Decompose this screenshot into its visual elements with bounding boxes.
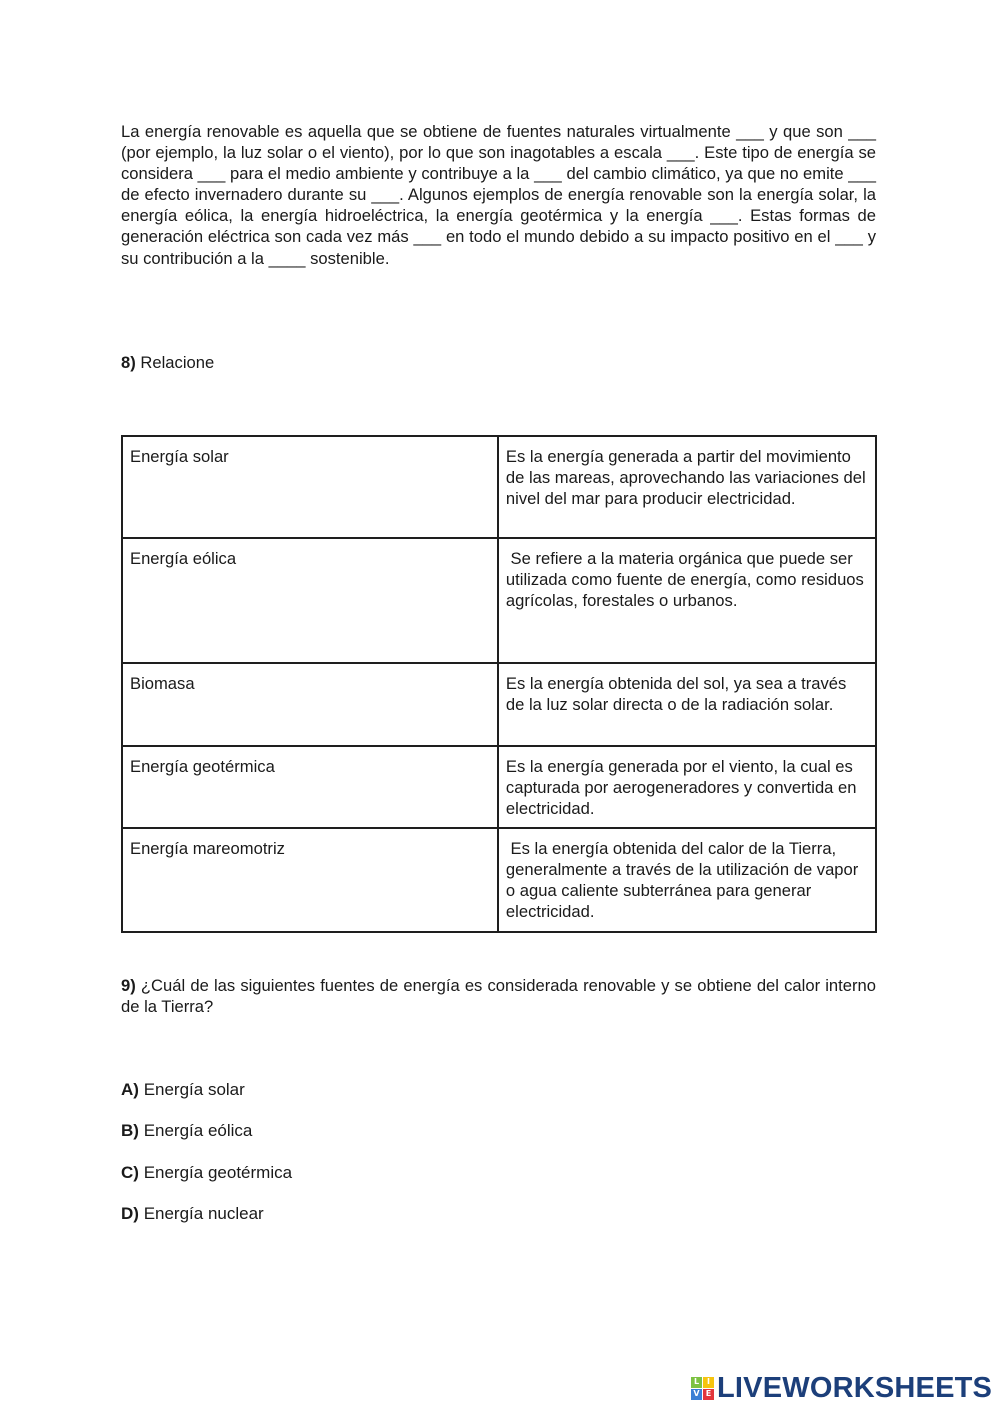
definition-cell: Es la energía obtenida del sol, ya sea a través de la luz solar directa o de la radiación solar. [498, 663, 876, 746]
question-number: 9) [121, 976, 136, 995]
table-row [122, 746, 876, 828]
option-letter: A) [121, 1080, 139, 1099]
table-row [122, 538, 876, 663]
option-label: Energía nuclear [143, 1203, 264, 1223]
table-row [122, 828, 876, 932]
table-row [122, 436, 876, 538]
logo-tile-e: E [703, 1389, 714, 1400]
option-label: Energía eólica [143, 1121, 253, 1141]
option-label: Energía solar [143, 1080, 245, 1099]
option-label: Energía geotérmica [143, 1162, 293, 1182]
definition-cell: Se refiere a la materia orgánica que puede ser utilizada como fuente de energía, como residuos agrícolas, forestales o urbanos. [498, 538, 876, 663]
term-cell: Energía eólica [122, 538, 498, 663]
matching-table [121, 435, 877, 933]
logo-text: LIVEWORKSHEETS [717, 1371, 993, 1404]
option-a [121, 1079, 292, 1120]
option-letter: D) [121, 1203, 139, 1223]
option-b [121, 1120, 292, 1161]
logo-tile-l: L [691, 1377, 702, 1388]
term-cell: Biomasa [122, 663, 498, 746]
definition-cell: Es la energía generada por el viento, la cual es capturada por aerogeneradores y convertida en electricidad. [498, 746, 876, 828]
question-text: ¿Cuál de las siguientes fuentes de energía es considerada renovable y se obtiene del calor interno de la Tierra? [121, 976, 876, 1016]
option-c [121, 1162, 292, 1203]
question-9-heading [121, 975, 876, 1017]
table-row [122, 663, 876, 746]
definition-cell: Es la energía generada a partir del movimiento de las mareas, aprovechando las variaciones del nivel del mar para producir electricidad. [498, 436, 876, 538]
logo-tiles-icon [691, 1377, 714, 1400]
term-cell: Energía solar [122, 436, 498, 538]
logo-tile-v: V [691, 1389, 702, 1400]
question-number: 8) [121, 353, 136, 372]
option-letter: B) [121, 1121, 139, 1141]
liveworksheets-logo [691, 1371, 993, 1404]
term-cell: Energía mareomotriz [122, 828, 498, 932]
definition-cell: Es la energía obtenida del calor de la Tierra, generalmente a través de la utilización de vapor o agua caliente subterránea para generar electricidad. [498, 828, 876, 932]
question-8-heading [121, 352, 214, 373]
term-cell: Energía geotérmica [122, 746, 498, 828]
fill-in-paragraph: La energía renovable es aquella que se obtiene de fuentes naturales virtualmente ___ y que son ___ (por ejemplo, la luz solar o el viento), por lo que son inagotables a escala ___. Este tipo de energía se considera ___ para el medio ambiente y contribuye a la ___ del cambio climático, ya que no emite ___ de efecto invernadero durante su ___. Algunos ejemplos de energía renovable son la energía solar, la energía eólica, la energía hidroeléctrica, la energía geotérmica y la energía ___. Estas formas de generación eléctrica son cada vez más ___ en todo el mundo debido a su impacto positivo en el ___ y su contribución a la ____ sostenible. [121, 122, 876, 268]
logo-tile-i: I [703, 1377, 714, 1388]
answer-options [121, 1079, 292, 1244]
question-title: Relacione [140, 353, 215, 372]
option-d [121, 1203, 292, 1244]
option-letter: C) [121, 1162, 139, 1182]
